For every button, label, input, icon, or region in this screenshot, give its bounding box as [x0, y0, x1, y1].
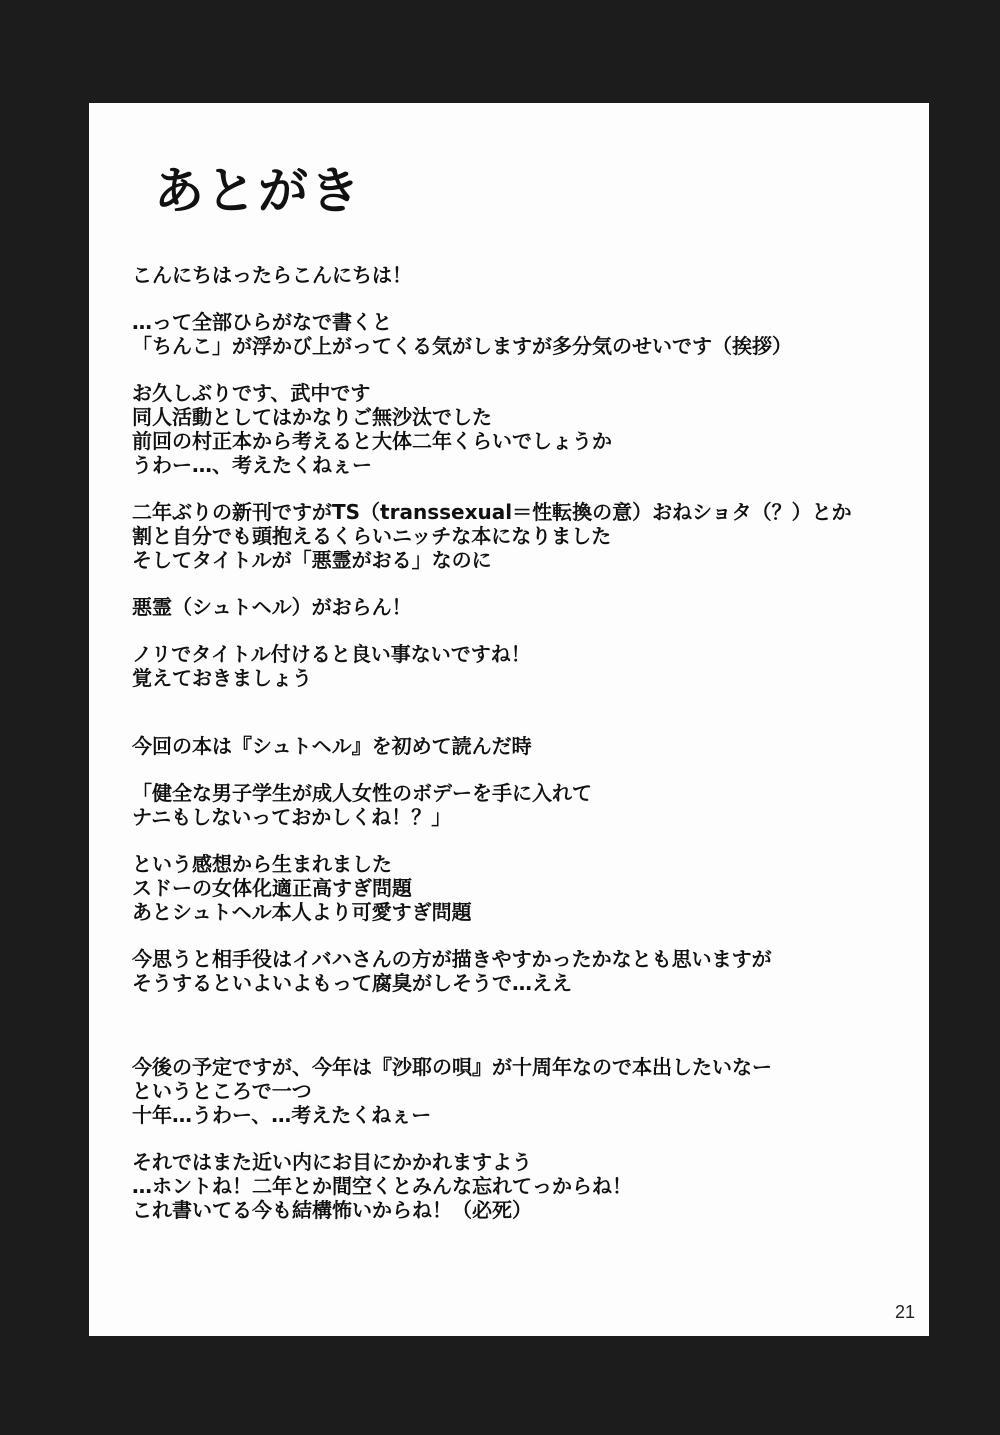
paragraph: [132, 947, 912, 995]
document-page: [89, 103, 929, 1336]
text-line: ナニもしないっておかしくね！？」: [132, 805, 452, 829]
text-line: 「健全な男子学生が成人女性のボデーを手に入れて: [132, 781, 592, 805]
text-line: あとシュトヘル本人より可愛すぎ問題: [132, 900, 472, 924]
paragraph: [132, 1150, 912, 1222]
page-title: あとがき: [154, 162, 362, 220]
text-line: 悪霊（シュトヘル）がおらん！: [132, 595, 412, 619]
text-line: というところで一つ: [132, 1079, 312, 1103]
text-line: 十年…うわー、…考えたくねぇー: [132, 1103, 432, 1127]
text-line: スドーの女体化適正高すぎ問題: [132, 876, 412, 900]
paragraph: [132, 263, 912, 287]
text-line: 前回の村正本から考えると大体二年くらいでしょうか: [132, 429, 612, 453]
text-line: そしてタイトルが「悪霊がおる」なのに: [132, 548, 492, 572]
text-line: という感想から生まれました: [132, 852, 392, 876]
text-line: 同人活動としてはかなりご無沙汰でした: [132, 405, 492, 429]
text-line: 覚えておきましょう: [132, 666, 312, 690]
paragraph: [132, 595, 912, 619]
text-line: 二年ぶりの新刊ですがTS（transsexual＝性転換の意）おねショタ（？）とか: [132, 500, 852, 524]
paragraph: [132, 310, 912, 358]
text-line: こんにちはったらこんにちは！: [132, 263, 412, 287]
text-line: 割と自分でも頭抱えるくらいニッチな本になりました: [132, 524, 612, 548]
paragraph: [132, 500, 912, 572]
afterword-body: [132, 263, 912, 1222]
paragraph: [132, 1055, 912, 1127]
page-number: 21: [894, 1302, 915, 1322]
text-line: それではまた近い内にお目にかかれますよう: [132, 1150, 532, 1174]
paragraph: [132, 642, 912, 690]
text-line: 今後の予定ですが、今年は『沙耶の唄』が十周年なので本出したいなー: [132, 1055, 772, 1079]
text-line: 今回の本は『シュトヘル』を初めて読んだ時: [132, 734, 532, 758]
text-line: そうするといよいよもって腐臭がしそうで…ええ: [132, 971, 572, 995]
text-line: …って全部ひらがなで書くと: [132, 310, 392, 334]
text-line: これ書いてる今も結構怖いからね！（必死）: [132, 1198, 532, 1222]
text-line: お久しぶりです、武中です: [132, 381, 371, 405]
text-line: 今思うと相手役はイバハさんの方が描きやすかったかなとも思いますが: [132, 947, 772, 971]
paragraph: [132, 381, 912, 477]
text-line: …ホントね！二年とか間空くとみんな忘れてっからね！: [132, 1174, 632, 1198]
paragraph: [132, 734, 912, 758]
text-line: うわー…、考えたくねぇー: [132, 453, 372, 477]
text-line: ノリでタイトル付けると良い事ないですね！: [132, 642, 531, 666]
paragraph: [132, 852, 912, 924]
text-line: 「ちんこ」が浮かび上がってくる気がしますが多分気のせいです（挨拶）: [132, 334, 792, 358]
paragraph: [132, 781, 912, 829]
